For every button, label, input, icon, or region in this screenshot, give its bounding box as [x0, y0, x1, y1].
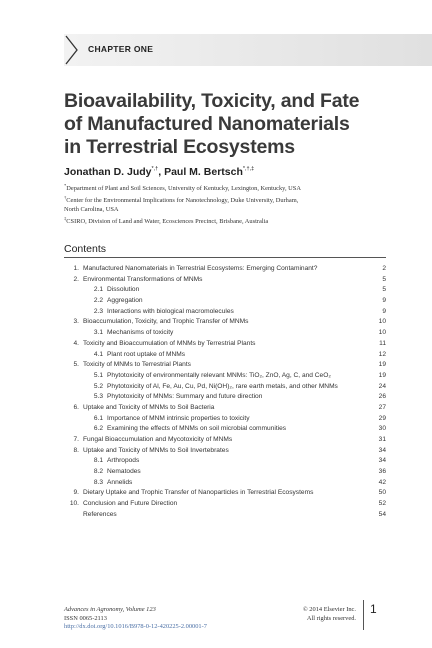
toc-entry[interactable]	[64, 285, 386, 296]
toc-entry-number: 6.2	[93, 425, 103, 433]
toc-entry-number: 1.	[73, 265, 79, 272]
toc-entry-title: Importance of MNM intrinsic properties to toxicity	[107, 414, 250, 422]
toc-entry-page: 34	[378, 457, 386, 465]
footer-divider	[363, 600, 364, 630]
toc-entry-page: 12	[378, 350, 386, 358]
affiliation: ‡CSIRO, Division of Land and Water, Ecosciences Precinct, Brisbane, Australia	[64, 216, 269, 225]
toc-entry-title: Phytotoxicity of environmentally relevant MNMs: TiO₂, ZnO, Ag, C, and CeO₂	[107, 371, 331, 379]
toc-entry[interactable]	[64, 339, 386, 350]
toc-entry-number: 5.2	[93, 382, 103, 390]
toc-entry-title: References	[83, 510, 117, 518]
toc-entry[interactable]	[64, 264, 386, 275]
toc-entry-title: Examining the effects of MNMs on soil microbial communities	[107, 425, 287, 433]
toc-entry-number: 7.	[73, 436, 79, 443]
toc-entry-title: Conclusion and Future Direction	[83, 500, 178, 508]
toc-entry[interactable]	[64, 328, 386, 339]
title-line: in Terrestrial Ecosystems	[64, 136, 295, 158]
toc-entry-number: 4.1	[93, 350, 103, 358]
toc-entry-title: Dissolution	[107, 286, 140, 294]
toc-entry-page: 19	[378, 361, 386, 369]
author-marks: *,†	[151, 166, 159, 172]
contents-divider	[64, 257, 386, 258]
toc-entry-page: 29	[378, 414, 386, 422]
toc-entry[interactable]	[64, 467, 386, 478]
toc-entry-number: 2.2	[93, 297, 103, 305]
chapter-label: CHAPTER ONE	[88, 44, 154, 54]
toc-entry[interactable]	[64, 424, 386, 435]
toc-entry[interactable]	[64, 392, 386, 403]
toc-entry[interactable]	[64, 456, 386, 467]
toc-entry-title: Aggregation	[107, 297, 143, 305]
copyright: © 2014 Elsevier Inc.	[302, 606, 356, 613]
toc-entry[interactable]	[64, 382, 386, 393]
toc-entry[interactable]	[64, 275, 386, 286]
toc-entry[interactable]	[64, 435, 386, 446]
toc-entry-title: Toxicity and Bioaccumulation of MNMs by Terrestrial Plants	[83, 339, 256, 347]
toc-entry-page: 5	[382, 286, 386, 294]
toc-entry-number: 5.1	[93, 371, 103, 379]
toc-entry-number: 5.	[73, 361, 79, 369]
toc-entry-number: 8.2	[93, 468, 103, 476]
title-line: of Manufactured Nanomaterials	[64, 113, 350, 135]
toc-entry-page: 34	[378, 446, 386, 454]
toc-entry-title: Phytotoxicity of Al, Fe, Au, Cu, Pd, Ni(OH)₂, rare earth metals, and other MNMs	[107, 382, 338, 390]
toc-entry-page: 5	[382, 275, 386, 283]
toc-entry-title: Toxicity of MNMs to Terrestrial Plants	[83, 361, 191, 369]
title-line: Bioavailability, Toxicity, and Fate	[64, 90, 360, 112]
toc-entry[interactable]	[64, 510, 386, 521]
toc-entry-page: 11	[379, 339, 386, 347]
toc-entry-page: 52	[378, 500, 386, 508]
author-marks: *,†,‡	[242, 166, 255, 172]
toc-entry-title: Plant root uptake of MNMs	[107, 350, 186, 358]
toc-entry-title: Uptake and Toxicity of MNMs to Soil Bacteria	[83, 403, 215, 411]
toc-entry[interactable]	[64, 414, 386, 425]
toc-entry-page: 50	[378, 489, 386, 497]
journal-volume: Advances in Agronomy, Volume 123	[64, 606, 156, 613]
toc-entry-title: Arthropods	[107, 457, 140, 465]
toc-entry-number: 6.	[73, 403, 79, 411]
toc-entry-title: Interactions with biological macromolecules	[107, 307, 234, 315]
toc-entry-title: Fungal Bioaccumulation and Mycotoxicity of MNMs	[83, 436, 233, 443]
toc-entry[interactable]	[64, 296, 386, 307]
toc-entry-number: 8.3	[93, 478, 103, 486]
footer-publication-info	[64, 606, 207, 632]
toc-entry-number: 9.	[73, 489, 79, 497]
author-line: Jonathan D. Judy*,†, Paul M. Bertsch*,†,‡	[64, 166, 255, 178]
affiliation: *Department of Plant and Soil Sciences, University of Kentucky, Lexington, Kentucky, USA	[64, 183, 301, 192]
author-name: Paul M. Bertsch	[164, 166, 243, 178]
toc-entry-number: 3.1	[93, 329, 103, 337]
toc-entry-number: 2.	[73, 275, 79, 283]
toc-entry-title: Phytotoxicity of MNMs: Summary and future direction	[107, 393, 263, 401]
toc-entry[interactable]	[64, 360, 386, 371]
toc-entry-page: 36	[378, 468, 386, 476]
toc-entry-number: 8.1	[93, 457, 103, 465]
rights-reserved: All rights reserved.	[306, 614, 356, 622]
toc-entry[interactable]	[64, 350, 386, 361]
toc-entry-title: Dietary Uptake and Trophic Transfer of Nanoparticles in Terrestrial Ecosystems	[83, 489, 314, 497]
toc-entry[interactable]	[64, 403, 386, 414]
toc-entry-page: 30	[378, 425, 386, 433]
toc-entry-title: Mechanisms of toxicity	[107, 329, 174, 337]
toc-entry-number: 5.3	[93, 393, 103, 401]
toc-entry-number: 4.	[73, 339, 79, 347]
toc-entry-title: Bioaccumulation, Toxicity, and Trophic Transfer of MNMs	[83, 318, 249, 326]
toc-entry-page: 54	[378, 510, 386, 518]
issn: ISSN 0065-2113	[64, 614, 107, 622]
toc-entry-page: 10	[378, 318, 386, 326]
affiliation: †Center for the Environmental Implications for Nanotechnology, Duke University, Durham, North Carolina, USA	[64, 195, 299, 213]
toc-entry-number: 10.	[69, 500, 79, 508]
author-name: Jonathan D. Judy	[64, 166, 152, 178]
toc-entry-title: Nematodes	[107, 468, 141, 476]
affiliations	[64, 181, 364, 226]
toc-entry-page: 26	[378, 393, 386, 401]
toc-entry-page: 31	[378, 436, 386, 443]
toc-entry-page: 2	[382, 265, 386, 272]
toc-entry-number: 2.3	[93, 307, 103, 315]
toc-entry-page: 42	[378, 478, 386, 486]
toc-entry-page: 19	[378, 371, 386, 379]
doi-link[interactable]: http://dx.doi.org/10.1016/B978-0-12-420225-2.00001-7	[64, 623, 207, 631]
toc-entry-number: 6.1	[93, 414, 103, 422]
toc-entry-page: 27	[378, 403, 386, 411]
toc-entry[interactable]	[64, 488, 386, 499]
toc-entry-page: 24	[378, 382, 386, 390]
toc-entry-number: 8.	[73, 446, 79, 454]
toc-entry[interactable]	[64, 499, 386, 510]
toc-entry[interactable]	[64, 317, 386, 328]
toc-entry-page: 9	[382, 307, 386, 315]
toc-entry-number: 2.1	[93, 286, 103, 294]
footer-copyright	[284, 606, 356, 623]
table-of-contents	[64, 264, 386, 521]
chapter-title	[64, 90, 384, 159]
chevron-icon	[64, 34, 80, 66]
toc-entry-number: 3.	[73, 318, 79, 326]
toc-entry-page: 10	[378, 329, 386, 337]
toc-entry[interactable]	[64, 307, 386, 318]
toc-entry-title: Annelids	[107, 478, 133, 486]
toc-entry[interactable]	[64, 371, 386, 382]
contents-heading: Contents	[64, 243, 107, 255]
toc-entry[interactable]	[64, 446, 386, 457]
toc-entry-title: Uptake and Toxicity of MNMs to Soil Invertebrates	[83, 446, 229, 454]
toc-entry-title: Environmental Transformations of MNMs	[83, 275, 203, 283]
toc-entry-title: Manufactured Nanomaterials in Terrestrial Ecosystems: Emerging Contaminant?	[83, 265, 318, 272]
toc-entry[interactable]	[64, 478, 386, 489]
page-number: 1	[370, 602, 377, 616]
toc-entry-page: 9	[382, 297, 386, 305]
